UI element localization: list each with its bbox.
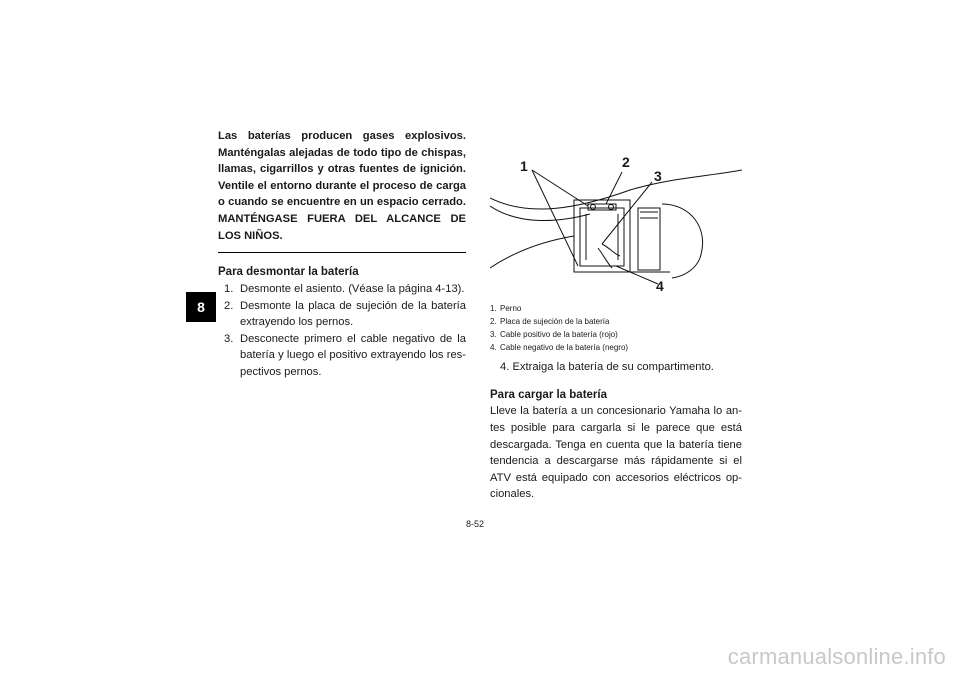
warning-divider: [218, 252, 466, 253]
step-text: Desconecte primero el cable negativo de la batería y luego el positivo extrayendo los respectivos pernos.: [240, 332, 466, 378]
warning-text: Las baterías producen gases explosivos. Manténgalas alejadas de todo tipo de chispas, llamas, cigarrillos y otras fuentes de ignición. Ventile el entorno durante el proceso de carga o cuando se encuentre en un espacio cerrado. MANTÉNGASE FUERA DEL ALCANCE DE LOS NIÑOS.: [218, 130, 466, 242]
charge-battery-text: Lleve la batería a un concesionario Yamaha lo antes posible para cargarla si le parece que está descargada. Tenga en cuenta que la batería tiene tendencia a descargarse más rápidamente si el ATV está equipado con accesorios eléctricos opcionales.: [490, 405, 742, 501]
watermark: carmanualsonline.info: [727, 644, 946, 669]
caption-number: 2.: [490, 317, 497, 326]
step-number: 1.: [224, 282, 234, 295]
caption-text: Placa de sujeción de la batería: [500, 317, 610, 326]
caption: [490, 315, 742, 328]
callout-4: 4: [656, 278, 664, 294]
caption-number: 4.: [490, 343, 497, 352]
list-item: [218, 298, 466, 331]
caption-text: Perno: [500, 304, 522, 313]
caption: [490, 328, 742, 341]
left-column: [218, 128, 466, 381]
remove-steps-list: [218, 281, 466, 381]
right-column: [490, 148, 742, 503]
step-text: Desmonte la placa de sujeción de la batería extrayendo los pernos.: [240, 299, 466, 329]
caption-text: Cable negativo de la batería (negro): [500, 343, 629, 352]
caption: [490, 341, 742, 354]
charge-battery-heading: Para cargar la batería: [490, 388, 607, 401]
battery-illustration: [490, 148, 742, 298]
remove-battery-heading: Para desmontar la batería: [218, 266, 359, 279]
page-number: 8-52: [466, 519, 485, 529]
step-number: 2.: [224, 299, 234, 312]
list-item: [218, 331, 466, 381]
caption: [490, 302, 742, 315]
step-number: 3.: [224, 332, 234, 345]
list-item: [218, 281, 466, 298]
step-4: 4. Extraiga la batería de su compartimento.: [500, 361, 714, 373]
caption-number: 3.: [490, 330, 497, 339]
callout-3: 3: [654, 168, 662, 184]
chapter-tab: 8: [186, 292, 216, 322]
caption-number: 1.: [490, 304, 497, 313]
figure-captions: [490, 302, 742, 354]
callout-1: 1: [520, 158, 528, 174]
caption-text: Cable positivo de la batería (rojo): [500, 330, 618, 339]
step-text: Desmonte el asiento. (Véase la página 4-13).: [240, 282, 465, 295]
callout-2: 2: [622, 154, 630, 170]
